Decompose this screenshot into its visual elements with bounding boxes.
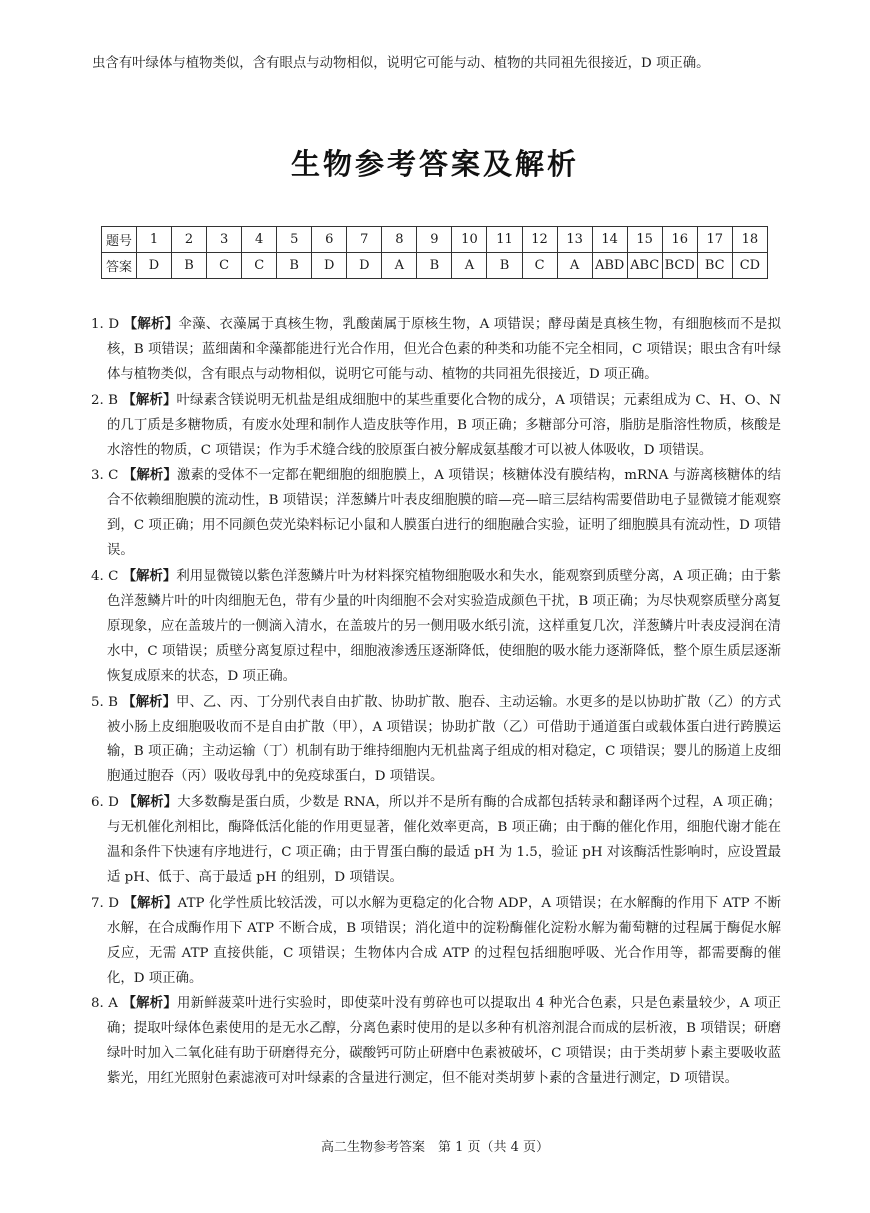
explanation-item	[91, 790, 781, 891]
question-number-cell: 16	[662, 227, 697, 253]
answer-table	[101, 226, 768, 279]
question-number-cell: 9	[417, 227, 452, 253]
item-text: 伞藻、衣藻属于真核生物，乳酸菌属于原核生物，A 项错误；酵母菌是真核生物，有细胞核而不是拟核，B 项错误；蓝细菌和伞藻都能进行光合作用，但光合色素的种类和功能不完全相同，C 项错误；眼虫含有叶绿体与植物类似，含有眼点与动物相似，说明它可能与动、植物的共同祖先很接近，D 项正确。	[107, 317, 781, 382]
question-number-cell: 4	[242, 227, 277, 253]
explanation-list	[91, 312, 781, 1092]
explanation-item	[91, 564, 781, 690]
explanation-item	[91, 312, 781, 388]
question-number-cell: 15	[627, 227, 662, 253]
question-number-row	[102, 227, 768, 253]
answer-cell: D	[312, 253, 347, 279]
analysis-tag: 【解析】	[122, 568, 177, 585]
question-number-cell: 2	[172, 227, 207, 253]
item-text: 叶绿素含镁说明无机盐是组成细胞中的某些重要化合物的成分，A 项错误；元素组成为 C、H、O、N 的几丁质是多糖物质，有废水处理和制作人造皮肤等作用，B 项正确；多糖部分可溶，脂肪是脂溶性物质，核酸是水溶性的物质，C 项错误；作为手术缝合线的胶原蛋白被分解成氨基酸才可以被人体吸收，D 项错误。	[107, 392, 781, 458]
answer-cell: A	[557, 253, 592, 279]
answer-cell: B	[487, 253, 522, 279]
item-prefix: 2. B	[91, 392, 123, 408]
item-text: 用新鲜菠菜叶进行实验时，即使菜叶没有剪碎也可以提取出 4 种光合色素，只是色素量较少，A 项正确；提取叶绿体色素使用的是无水乙醇，分离色素时使用的是以多种有机溶剂混合而成的层析液，B 项错误；研磨绿叶时加入二氧化硅有助于研磨得充分，碳酸钙可防止研磨中色素被破坏，C 项错误；由于类胡萝卜素主要吸收蓝紫光，用红光照射色素滤液可对叶绿素的含量进行测定，但不能对类胡萝卜素的含量进行测定，D 项错误。	[107, 996, 781, 1087]
item-prefix: 3. C	[91, 468, 123, 484]
answer-cell: C	[242, 253, 277, 279]
page-footer: 高二生物参考答案 第 1 页（共 4 页）	[320, 1140, 550, 1155]
answer-cell: ABC	[627, 253, 662, 279]
answer-row	[102, 253, 768, 279]
answer-cell: D	[137, 253, 172, 279]
row-label-number: 题号	[102, 227, 137, 253]
item-text: 利用显微镜以紫色洋葱鳞片叶为材料探究植物细胞吸水和失水，能观察到质壁分离，A 项正确；由于紫色洋葱鳞片叶的叶肉细胞无色，带有少量的叶肉细胞不会对实验造成颜色干扰，B 项正确；为尽快观察质壁分离复原现象，应在盖玻片的一侧滴入清水，在盖玻片的另一侧用吸水纸引流，这样重复几次，洋葱鳞片叶表皮浸润在清水中，C 项错误；质壁分离复原过程中，细胞液渗透压逐渐降低，使细胞的吸水能力逐渐降低，整个原生质层逐渐恢复成原来的状态，D 项正确。	[107, 569, 781, 684]
answer-cell: D	[347, 253, 382, 279]
explanation-item	[91, 891, 781, 992]
analysis-tag: 【解析】	[123, 794, 178, 811]
question-number-cell: 10	[452, 227, 487, 253]
answer-cell: BC	[697, 253, 732, 279]
answer-cell: A	[452, 253, 487, 279]
answer-cell: C	[522, 253, 557, 279]
item-prefix: 6. D	[91, 795, 124, 811]
analysis-tag: 【解析】	[122, 467, 177, 484]
analysis-tag: 【解析】	[122, 391, 177, 408]
analysis-tag: 【解析】	[122, 693, 177, 710]
item-prefix: 7. D	[91, 895, 124, 911]
analysis-tag: 【解析】	[123, 894, 178, 911]
answer-cell: BCD	[662, 253, 697, 279]
row-label-answer: 答案	[102, 253, 137, 279]
question-number-cell: 3	[207, 227, 242, 253]
question-number-cell: 6	[312, 227, 347, 253]
answer-cell: B	[277, 253, 312, 279]
item-prefix: 4. C	[91, 569, 123, 585]
explanation-item	[91, 388, 781, 464]
question-number-cell: 18	[732, 227, 767, 253]
answer-cell: ABD	[592, 253, 627, 279]
page-title: 生物参考答案及解析	[290, 147, 579, 181]
question-number-cell: 11	[487, 227, 522, 253]
answer-cell: B	[417, 253, 452, 279]
answer-cell: A	[382, 253, 417, 279]
answer-cell: C	[207, 253, 242, 279]
item-text: 大多数酶是蛋白质，少数是 RNA，所以并不是所有酶的合成都包括转录和翻译两个过程，A 项正确；与无机催化剂相比，酶降低活化能的作用更显著，催化效率更高，B 项正确；由于酶的催化作用，细胞代谢才能在温和条件下快速有序地进行，C 项正确；由于胃蛋白酶的最适 pH 为 1.5，验证 pH 对该酶活性影响时，应设置最适 pH、低于、高于最适 pH 的组别，D 项错误。	[107, 795, 781, 885]
explanation-item	[91, 991, 781, 1092]
item-prefix: 5. B	[91, 694, 123, 710]
answer-cell: B	[172, 253, 207, 279]
item-text: ATP 化学性质比较活泼，可以水解为更稳定的化合物 ADP，A 项错误；在水解酶的作用下 ATP 不断水解，在合成酶作用下 ATP 不断合成，B 项错误；消化道中的淀粉酶催化淀粉水解为葡萄糖的过程属于酶促水解反应，无需 ATP 直接供能，C 项错误；生物体内合成 ATP 的过程包括细胞呼吸、光合作用等，都需要酶的催化，D 项正确。	[107, 895, 781, 986]
question-number-cell: 14	[592, 227, 627, 253]
question-number-cell: 13	[557, 227, 592, 253]
question-number-cell: 8	[382, 227, 417, 253]
answer-cell: CD	[732, 253, 767, 279]
item-prefix: 8. A	[91, 996, 123, 1012]
question-number-cell: 7	[347, 227, 382, 253]
continued-text: 虫含有叶绿体与植物类似，含有眼点与动物相似，说明它可能与动、植物的共同祖先很接近，D 项正确。	[92, 56, 710, 71]
question-number-cell: 17	[697, 227, 732, 253]
item-text: 甲、乙、丙、丁分别代表自由扩散、协助扩散、胞吞、主动运输。水更多的是以协助扩散（乙）的方式被小肠上皮细胞吸收而不是自由扩散（甲），A 项错误；协助扩散（乙）可借助于通道蛋白或载体蛋白进行跨膜运输，B 项正确；主动运输（丁）机制有助于维持细胞内无机盐离子组成的相对稳定，C 项错误；婴儿的肠道上皮细胞通过胞吞（丙）吸收母乳中的免疫球蛋白，D 项错误。	[107, 694, 781, 785]
item-prefix: 1. D	[91, 317, 124, 332]
question-number-cell: 5	[277, 227, 312, 253]
explanation-item	[91, 463, 781, 564]
item-text: 激素的受体不一定都在靶细胞的细胞膜上，A 项错误；核糖体没有膜结构，mRNA 与游离核糖体的结合不依赖细胞膜的流动性，B 项错误；洋葱鳞片叶表皮细胞膜的暗—亮—暗三层结构需要借助电子显微镜才能观察到，C 项正确；用不同颜色荧光染料标记小鼠和人膜蛋白进行的细胞融合实验，证明了细胞膜具有流动性，D 项错误。	[107, 468, 781, 559]
question-number-cell: 1	[137, 227, 172, 253]
explanation-item	[91, 690, 781, 791]
question-number-cell: 12	[522, 227, 557, 253]
analysis-tag: 【解析】	[123, 316, 179, 332]
analysis-tag: 【解析】	[122, 995, 177, 1012]
